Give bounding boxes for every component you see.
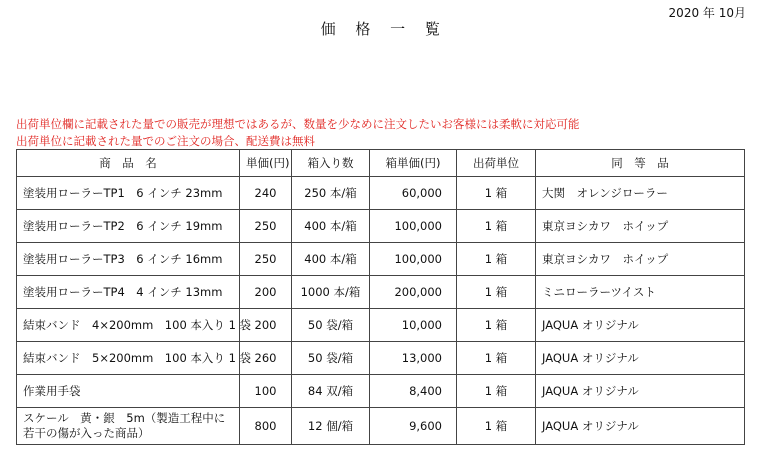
cell-unit-price: 260 [240, 342, 292, 375]
cell-product: 塗装用ローラーTP1 6 インチ 23mm [17, 177, 240, 210]
cell-product: 塗装用ローラーTP2 6 インチ 19mm [17, 210, 240, 243]
header-per-box: 箱入り数 [292, 150, 370, 177]
cell-per-box: 84 双/箱 [292, 375, 370, 408]
header-ship-unit: 出荷単位 [457, 150, 536, 177]
cell-ship-unit: 1 箱 [457, 408, 536, 445]
cell-unit-price: 240 [240, 177, 292, 210]
header-equivalent: 同 等 品 [536, 150, 745, 177]
header-product: 商 品 名 [17, 150, 240, 177]
cell-equivalent: JAQUA オリジナル [536, 309, 745, 342]
cell-box-price: 60,000 [370, 177, 457, 210]
cell-ship-unit: 1 箱 [457, 309, 536, 342]
cell-product: 結束バンド 4×200mm 100 本入り 1 袋 [17, 309, 240, 342]
cell-equivalent: 東京ヨシカワ ホイップ [536, 210, 745, 243]
cell-box-price: 200,000 [370, 276, 457, 309]
cell-box-price: 100,000 [370, 210, 457, 243]
cell-per-box: 400 本/箱 [292, 210, 370, 243]
table-row [17, 276, 745, 309]
cell-box-price: 10,000 [370, 309, 457, 342]
date-label: 2020 年 10月 [668, 6, 746, 20]
cell-per-box: 1000 本/箱 [292, 276, 370, 309]
cell-unit-price: 200 [240, 309, 292, 342]
cell-equivalent: JAQUA オリジナル [536, 408, 745, 445]
cell-per-box: 50 袋/箱 [292, 342, 370, 375]
cell-product: 結束バンド 5×200mm 100 本入り 1 袋 [17, 342, 240, 375]
table-row [17, 309, 745, 342]
cell-ship-unit: 1 箱 [457, 177, 536, 210]
cell-ship-unit: 1 箱 [457, 210, 536, 243]
cell-ship-unit: 1 箱 [457, 243, 536, 276]
cell-equivalent: JAQUA オリジナル [536, 375, 745, 408]
cell-product: 塗装用ローラーTP4 4 インチ 13mm [17, 276, 240, 309]
cell-per-box: 50 袋/箱 [292, 309, 370, 342]
price-table [16, 149, 745, 445]
note-line: 出荷単位欄に記載された量での販売が理想ではあるが、数量を少なめに注文したいお客様には柔軟に対応可能 [16, 117, 580, 131]
cell-box-price: 13,000 [370, 342, 457, 375]
cell-ship-unit: 1 箱 [457, 342, 536, 375]
cell-box-price: 100,000 [370, 243, 457, 276]
cell-equivalent: 大関 オレンジローラー [536, 177, 745, 210]
table-row [17, 342, 745, 375]
cell-ship-unit: 1 箱 [457, 276, 536, 309]
cell-equivalent: 東京ヨシカワ ホイップ [536, 243, 745, 276]
cell-per-box: 400 本/箱 [292, 243, 370, 276]
table-row [17, 408, 745, 445]
cell-unit-price: 100 [240, 375, 292, 408]
cell-unit-price: 250 [240, 210, 292, 243]
cell-product: 作業用手袋 [17, 375, 240, 408]
page-title: 価 格 一 覧 [320, 20, 448, 38]
note-line: 出荷単位に記載された量でのご注文の場合、配送費は無料 [16, 134, 315, 148]
cell-per-box: 250 本/箱 [292, 177, 370, 210]
cell-unit-price: 200 [240, 276, 292, 309]
cell-unit-price: 800 [240, 408, 292, 445]
table-row [17, 375, 745, 408]
cell-box-price: 9,600 [370, 408, 457, 445]
cell-equivalent: JAQUA オリジナル [536, 342, 745, 375]
cell-box-price: 8,400 [370, 375, 457, 408]
cell-product: スケール 黄・銀 5m（製造工程中に若干の傷が入った商品） [17, 408, 240, 445]
table-header-row [17, 150, 745, 177]
table-row [17, 243, 745, 276]
cell-unit-price: 250 [240, 243, 292, 276]
table-row [17, 177, 745, 210]
table-row [17, 210, 745, 243]
cell-equivalent: ミニローラーツイスト [536, 276, 745, 309]
header-box-price: 箱単価(円) [370, 150, 457, 177]
cell-ship-unit: 1 箱 [457, 375, 536, 408]
cell-per-box: 12 個/箱 [292, 408, 370, 445]
header-unit-price: 単価(円) [240, 150, 292, 177]
notes [16, 116, 580, 150]
cell-product: 塗装用ローラーTP3 6 インチ 16mm [17, 243, 240, 276]
